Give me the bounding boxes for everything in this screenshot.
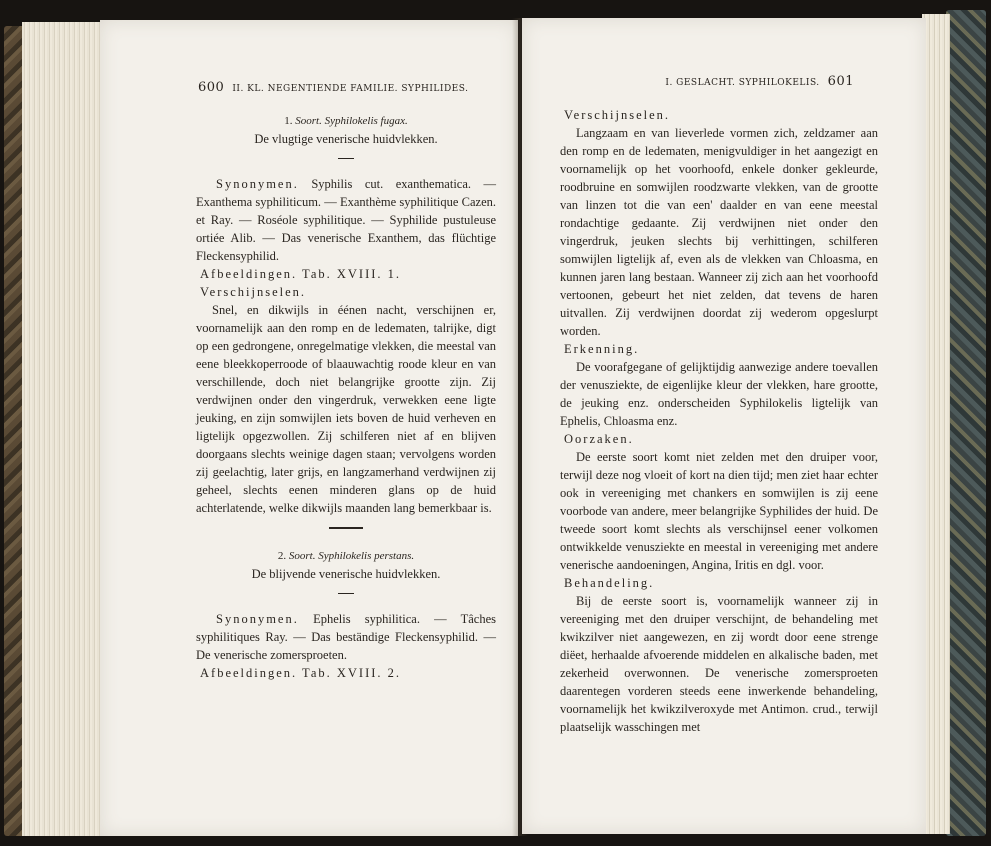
divider-short (338, 158, 354, 159)
verschijnselen1-text: Snel, en dikwijls in éénen nacht, verschijnen er, voornamelijk aan den romp en de ledematen, talrijke, digt op een gedrongene, onregelmatige vlekken, die meestal van eene bleekkoperroode of blaauwachtig roode kleur en van verschillende, doch niet belangrijke grootte zijn. Zij verdwijnen onder den vingerdruk, verwekken eene ligte jeuking, en zijn somwijlen iets boven de huid verheven en ligtelijk opgezwollen. Zij schilferen niet af en blijven doorgaans slechts weinige dagen staan; vervolgens worden zij geelachtig, later grijs, en langzamerhand verdwijnen zij geheel, slechts eenen minderen glans op de huid achterlatende, welke dikwijls maanden lang bemerkbaar is. (196, 303, 496, 515)
right-page-number: 601 (827, 74, 854, 89)
right-body (560, 106, 878, 736)
left-body (196, 112, 496, 682)
right-running-head: I. GESLACHT. SYPHILOKELIS. (665, 78, 820, 88)
verschijnselen1-label: Verschijnselen. (200, 285, 307, 299)
page-edges-right (922, 14, 950, 834)
afbeeldingen2: Afbeeldingen. Tab. XVIII. 2. (200, 666, 402, 680)
left-running-head: II. KL. NEGENTIENDE FAMILIE. SYPHILIDES. (232, 84, 469, 94)
synonymen1-label: Synonymen. (216, 177, 299, 191)
species2-name: Syphilokelis perstans. (318, 550, 415, 562)
species2-number: 2. (277, 550, 287, 562)
right-page (522, 18, 926, 834)
page-edges-left (22, 22, 104, 836)
species1-soort: Soort. (295, 115, 322, 127)
oorzaken-text: De eerste soort komt niet zelden met den druiper voor, terwijl deze nog vloeit of kort na dien tijd; men ziet haar echter ook in vereeniging met chankers en somwijlen is zij eene voorbode van andere, meer belangrijke Syphilides der huid. De tweede soort komt slechts als verschijnsel eener volkomen ontwikkelde venusziekte en meestal in vereeniging met andere venerische aandoeningen, Angina, Iritis en dgl. voor. (560, 450, 878, 572)
erkenning-label: Erkenning. (564, 342, 640, 356)
divider-short-2 (338, 593, 354, 594)
species2-subheading: De blijvende venerische huidvlekken. (251, 567, 441, 581)
species1-subheading: De vlugtige venerische huidvlekken. (254, 132, 438, 146)
synonymen2-label: Synonymen. (216, 612, 299, 626)
divider-long (329, 527, 363, 529)
left-page (100, 20, 518, 836)
verschijnselen2-label: Verschijnselen. (564, 108, 671, 122)
species1-number: 1. (284, 115, 293, 127)
species1-heading (196, 112, 496, 130)
species1-name: Syphilokelis fugax. (324, 115, 408, 127)
right-running-header (594, 74, 854, 92)
species2-heading (196, 547, 496, 565)
species2-soort: Soort. (288, 550, 316, 562)
left-running-header (198, 80, 478, 98)
afbeeldingen1: Afbeeldingen. Tab. XVIII. 1. (200, 267, 402, 281)
verschijnselen2-text: Langzaam en van lieverlede vormen zich, zeldzamer aan den romp en de ledematen, menigvuldiger in het aangezigt en voornamelijk op het voorhoofd, enkele donker gekleurde, roodbruine en somwijlen roodzwarte vlekken, van de grootte van linzen tot die van een' daalder en van eene meestal rondachtige gedaante. Zij verdwijnen niet onder den vingerdruk, jeuken slechts bij verhittingen, schilferen somwijlen ligtelijk af, even als de vlekken van Chloasma, en kunnen jaren lang bestaan. Wanneer zij zich aan het voorhoofd vertoonen, gebeurt het niet zelden, dat tevens de haren uitvallen. Zij verdwijnen doordat zij wederom opgeslurpt worden. (560, 126, 878, 338)
behandeling-text: Bij de eerste soort is, voornamelijk wanneer zij in vereeniging met den druiper verschijnt, de behandeling met kwikzilver niet aangewezen, en zij wordt door eene strenge diëet, herhaalde afvoerende middelen en alkalische baden, met zekerheid overwonnen. De venerische zomersproeten daarentegen vorderen steeds eene inwerkende behandeling, voornamelijk het kwikzilveroxyde met Antimon. crud., terwijl plaatselijk wasschingen met (560, 594, 878, 734)
behandeling-label: Behandeling. (564, 576, 655, 590)
left-page-number: 600 (198, 80, 225, 95)
synonymen2-text: Ephelis syphilitica. — Tâches syphilitiques Ray. — Das beständige Fleckensyphilid. — De venerische zomersproeten. (196, 612, 496, 662)
synonymen1-text: Syphilis cut. exanthematica. — Exanthema syphiliticum. — Exanthème syphilitique Cazen. et Ray. — Roséole syphilitique. — Syphilide pustuleuse ortiée Alib. — Das venerische Exanthem, das flüchtige Fleckensyphilid. (196, 177, 497, 263)
synonymen1 (196, 175, 496, 265)
erkenning-text: De voorafgegane of gelijktijdig aanwezige andere toevallen der venusziekte, de eigenlijke kleur der vlekken, hare grootte, de jeuking enz. onderscheiden Syphilokelis ligtelijk van Ephelis, Chloasma enz. (560, 360, 878, 428)
marbled-cover-right (946, 10, 986, 836)
synonymen2 (196, 610, 496, 664)
oorzaken-label: Oorzaken. (564, 432, 634, 446)
